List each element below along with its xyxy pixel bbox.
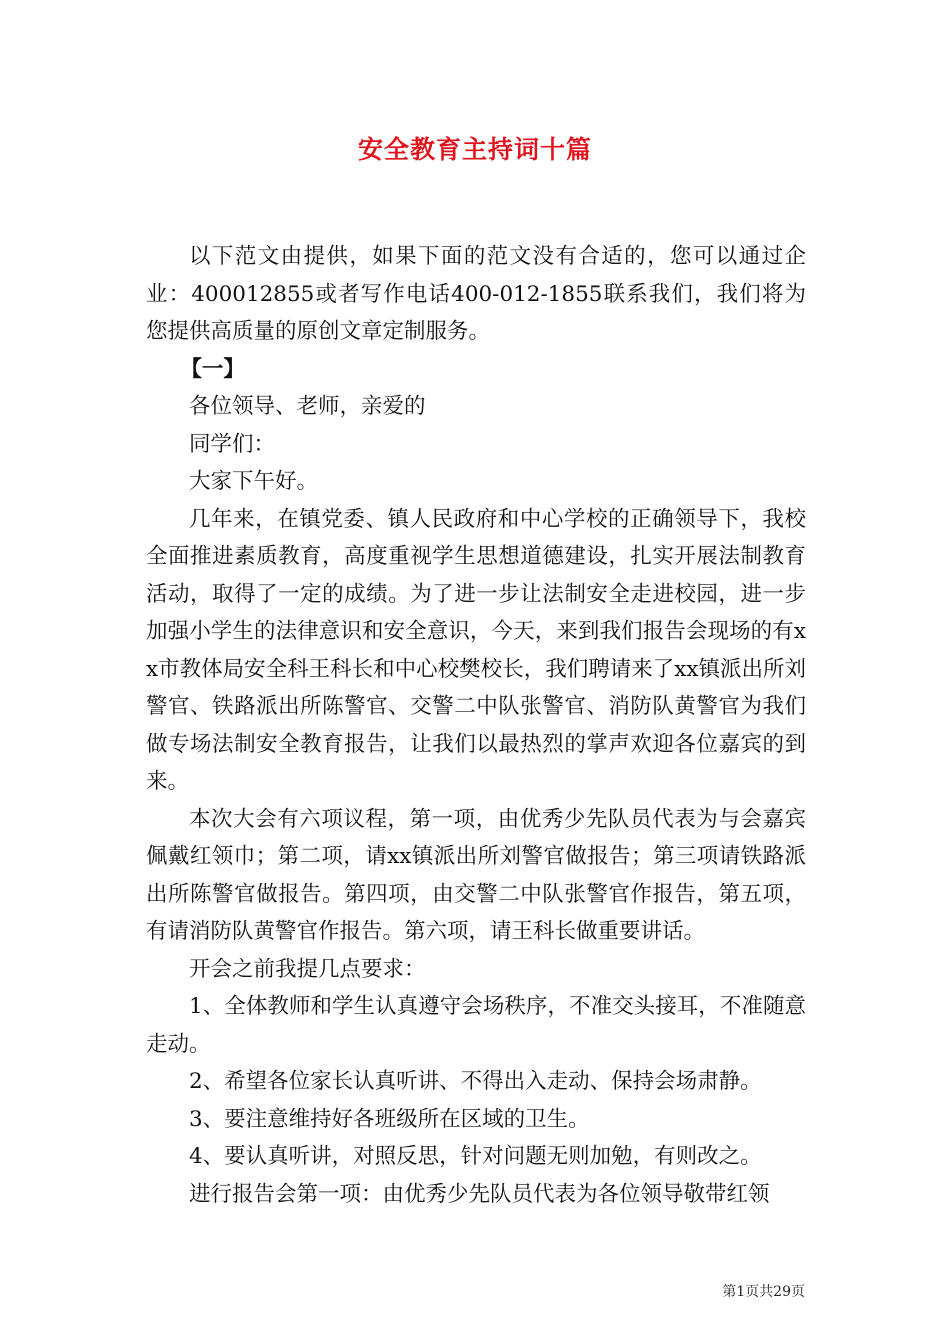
body-paragraph: 本次大会有六项议程，第一项，由优秀少先队员代表为与会嘉宾佩戴红领巾；第二项，请xx镇派出所刘警官做报告；第三项请铁路派出所陈警官做报告。第四项，由交警二中队张警官作报告，第五项，有请消防队黄警官作报告。第六项，请王科长做重要讲话。 [146,806,806,944]
body-paragraph: 几年来，在镇党委、镇人民政府和中心学校的正确领导下，我校全面推进素质教育，高度重视学生思想道德建设，扎实开展法制教育活动，取得了一定的成绩。为了进一步让法制安全走进校园，进一步加强小学生的法律意识和安全意识，今天，来到我们报告会现场的有xx市教体局安全科王科长和中心校樊校长，我们聘请来了xx镇派出所刘警官、铁路派出所陈警官、交警二中队张警官、消防队黄警官为我们做专场法制安全教育报告，让我们以最热烈的掌声欢迎各位嘉宾的到来。 [146,506,806,794]
list-item: 4、要认真听讲，对照反思，针对问题无则加勉，有则改之。 [189,1144,762,1169]
body-paragraph: 进行报告会第一项：由优秀少先队员代表为各位领导敬带红领 [189,1181,770,1207]
document-title: 安全教育主持词十篇 [357,135,592,164]
list-item: 3、要注意维持好各班级所在区域的卫生。 [189,1106,590,1132]
list-item: 2、希望各位家长认真听讲、不得出入走动、保持会场肃静。 [189,1069,762,1094]
greeting-line: 同学们： [189,431,276,457]
greeting-line: 大家下午好。 [189,469,319,494]
intro-paragraph: 以下范文由提供，如果下面的范文没有合适的，您可以通过企业：400012855或者写作电话400-012-1855联系我们，我们将为您提供高质量的原创文章定制服务。 [146,244,806,344]
document-body [146,238,806,1213]
section-heading: 【一】 [180,356,245,382]
list-item: 1、全体教师和学生认真遵守会场秩序，不准交头接耳，不准随意走动。 [146,994,806,1057]
greeting-line: 各位领导、老师，亲爱的 [189,394,426,419]
page-number: 第1页共29页 [722,1284,805,1300]
body-paragraph: 开会之前我提几点要求： [189,956,426,982]
